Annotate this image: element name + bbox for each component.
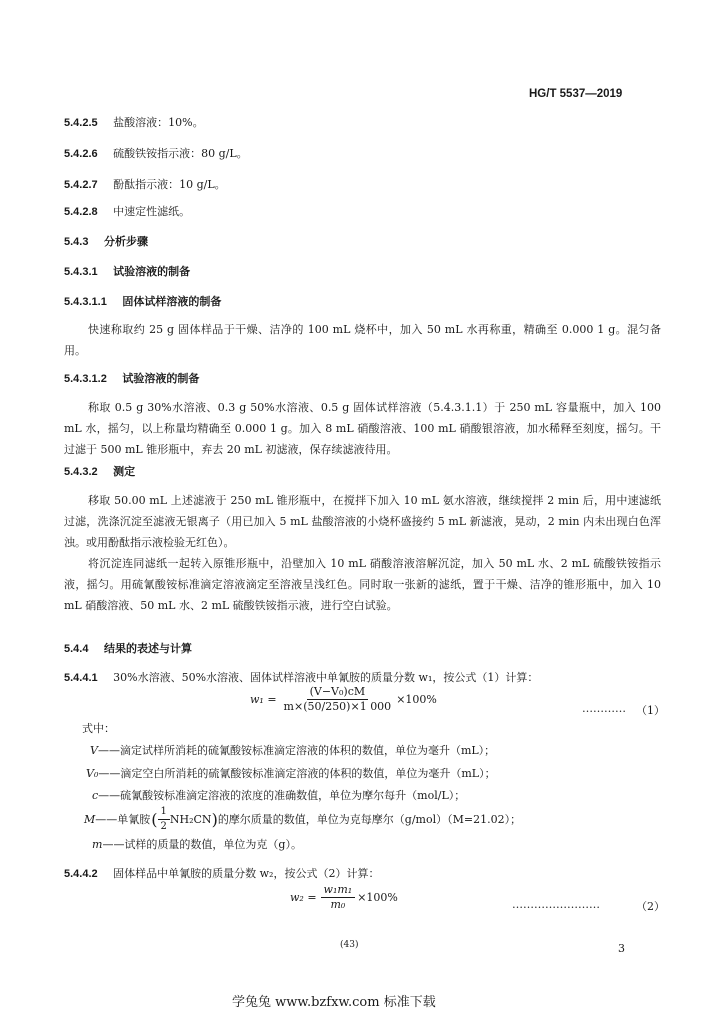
definition-text: ——滴定试样所消耗的硫氰酸铵标准滴定溶液的体积的数值，单位为毫升（mL）； [97,744,496,757]
section-number: 5.4.3.1.1 [64,296,107,308]
where-label: 式中： [82,722,115,735]
paragraph: 将沉淀连同滤纸一起转入原锥形瓶中，沿壁加入 10 mL 硝酸溶液溶解沉淀，加入 50 mL 水、2 mL 硫酸铁铵指示液，摇匀。用硫氰酸铵标准滴定溶液滴定至溶液呈浅红色。同时取一张新的滤纸，置于干燥、洁净的锥形瓶中，加入 10 mL 硝酸溶液、50 mL 水、2 mL 硫酸铁铵指示液，进行空白试验。 [64,557,661,612]
fraction-denominator: 2 [160,821,167,832]
section-heading [64,372,199,386]
fraction-numerator: 1 [158,806,170,820]
equation-lhs: w₂ = [290,890,317,904]
equation-lhs: w₁ = [250,692,277,706]
equation-tail: ×100% [357,890,398,904]
equation-fraction [281,686,395,713]
paragraph: 移取 50.00 mL 上述滤液于 250 mL 锥形瓶中，在搅拌下加入 10 mL 氨水溶液，继续搅拌 2 min 后，用中速滤纸过滤，洗涤沉淀至滤液无银离子（用已加入 5 mL 盐酸溶液的小烧杯盛接约 5 mL 新滤液，晃动，2 min 内未出现白色浑浊。或用酚酞指示液检验无红色）。 [64,494,661,549]
equation-1 [250,686,437,713]
definition-item [92,838,302,852]
equation-leader: …………………… [512,898,600,911]
section-heading [64,295,221,309]
section-heading [64,265,190,279]
clause-number: 5.4.2.6 [64,148,98,160]
clause-number: 5.4.4.1 [64,672,98,684]
clause-text: 硫酸铁铵指示液：80 g/L。 [113,147,248,160]
section-title: 分析步骤 [103,235,148,248]
equation-2 [290,884,398,911]
list-item [64,178,226,192]
definition-item [86,767,496,781]
chemical-formula: NH₂CN [169,812,212,826]
symbol: V₀ [86,767,99,780]
close-paren: ) [211,809,218,829]
definition-item [90,744,495,758]
clause-number: 5.4.2.8 [64,206,98,218]
clause-number: 5.4.2.7 [64,179,98,191]
half-fraction [158,806,170,833]
clause [64,671,538,685]
definition-text: ——滴定空白所消耗的硫氰酸铵标准滴定溶液的体积的数值，单位为毫升（mL）； [98,767,496,780]
list-item [64,116,204,130]
clause-text: 盐酸溶液：10%。 [113,116,204,129]
equation-label: （1） [636,704,665,717]
section-title: 试验溶液的制备 [122,372,200,385]
clause-text: 中速定性滤纸。 [113,205,191,218]
list-item [64,205,190,219]
clause-number: 5.4.4.2 [64,868,98,880]
section-title: 测定 [113,465,136,478]
open-paren: ( [151,809,158,829]
symbol: m [92,838,103,851]
equation-leader: ………… [582,702,626,715]
paragraph: 快速称取约 25 g 固体样品于干燥、洁净的 100 mL 烧杯中，加入 50 mL 水再称重，精确至 0.000 1 g。混匀备用。 [64,323,661,357]
symbol: c [92,789,99,802]
section-heading [64,642,192,656]
section-number: 5.4.3.1.2 [64,373,107,385]
page-number: 3 [618,942,625,955]
standard-code: HG/T 5537—2019 [529,88,623,100]
definition-text: 的摩尔质量的数值，单位为克每摩尔（g/mol）（M=21.02）； [217,812,522,826]
equation-denominator: m₀ [330,898,346,911]
section-title: 试验溶液的制备 [113,265,191,278]
paragraph: 称取 0.5 g 30%水溶液、0.3 g 50%水溶液、0.5 g 固体试样溶液（5.4.3.1.1）于 250 mL 容量瓶中，加入 100 mL 水，摇匀，以上称量均精确至 0.000 1 g。加入 8 mL 硝酸溶液、100 mL 硝酸银溶液，加水稀释至刻度，摇匀。干过滤于 500 mL 锥形瓶中，弃去 20 mL 初滤液，保存续滤液待用。 [64,401,661,456]
equation-label: （2） [636,900,665,913]
section-heading [64,465,135,479]
clause-number: 5.4.2.5 [64,117,98,129]
clause-text: 30%水溶液、50%水溶液、固体试样溶液中单氰胺的质量分数 w₁，按公式（1）计算： [113,671,539,684]
equation-fraction [321,884,356,911]
section-number: 5.4.3 [64,236,89,248]
section-number: 5.4.3.2 [64,466,98,478]
definition-item [92,789,465,803]
clause [64,867,379,881]
definition-text: ——硫氰酸铵标准滴定溶液的浓度的准确数值，单位为摩尔每升（mol/L）； [98,789,466,802]
clause-text: 固体样品中单氰胺的质量分数 w₂，按公式（2）计算： [113,867,380,880]
definition-text: ——单氰胺 [95,812,151,826]
equation-numerator: w₁m₁ [321,884,356,898]
list-item [64,147,248,161]
section-heading [64,235,148,249]
equation-denominator: m×(50/250)×1 000 [283,700,392,713]
equation-tail: ×100% [396,692,437,706]
symbol: V [90,744,98,757]
section-number: 5.4.4 [64,643,89,655]
section-title: 结果的表述与计算 [103,642,192,655]
equation-numerator: (V−V₀)cM [307,686,369,700]
page-tag: (43) [340,940,359,950]
section-number: 5.4.3.1 [64,266,98,278]
section-title: 固体试样溶液的制备 [122,295,222,308]
definition-item [84,806,521,833]
clause-text: 酚酞指示液：10 g/L。 [113,178,226,191]
watermark: 学兔兔 www.bzfxw.com 标准下载 [232,995,436,1010]
symbol: M [84,812,96,826]
definition-text: ——试样的质量的数值，单位为克（g）。 [102,838,302,851]
